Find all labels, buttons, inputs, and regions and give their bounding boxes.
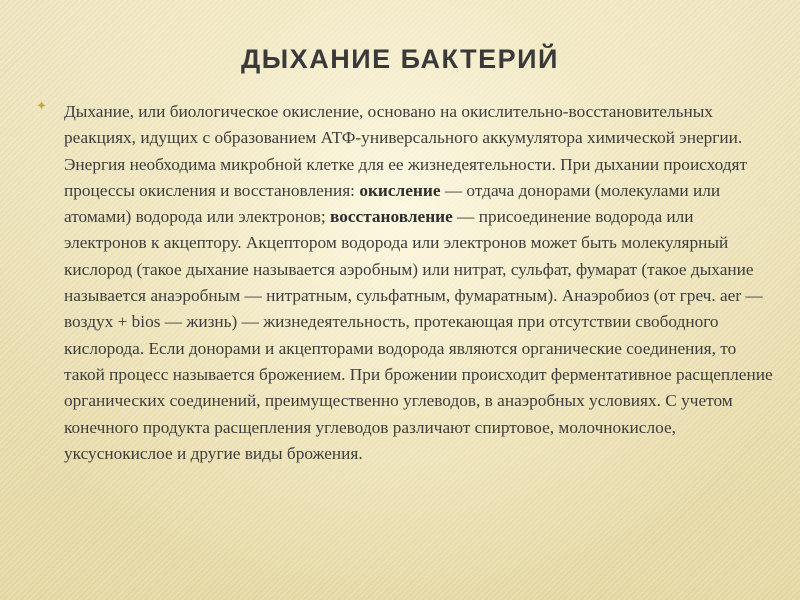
bullet-diamond-icon: ✦ bbox=[36, 99, 47, 114]
body-text bbox=[64, 99, 776, 467]
slide-title: ДЫХАНИЕ БАКТЕРИЙ bbox=[241, 44, 559, 74]
term-reduction: восстановление bbox=[330, 207, 453, 227]
paragraph-text-part2: — отдача донорами (молекулами или атомами) водорода или электронов; bbox=[64, 180, 721, 227]
paragraph-text-part1: Дыхание, или биологическое окисление, основано на окислительно-восстановительных реакциях, идущих с образованием АТФ-универсального аккумулятора химической энергии. Энергия необходима микробной клетке для ее жизнедеятельности. При дыхании происходят процессы окисления и восстановления: bbox=[64, 102, 748, 200]
paragraph-text-part3: — присоединение водорода или электронов к акцептору. Акцептором водорода или электронов может быть молекулярный кислород (такое дыхание называется аэробным) или нитрат, сульфат, фумарат (такое дыхание называется анаэробным — нитратным, сульфатным, фумаратным). Анаэробиоз (от греч. aer — воздух + bios — жизнь) — жизнедеятельность, протекающая при отсутствии свободного кислорода. Если донорами и акцепторами водорода являются органические соединения, то такой процесс называется брожением. При брожении происходит ферментативное расщепление органических соединений, преимущественно углеводов, в анаэробных условиях. С учетом конечного продукта расщепления углеводов различают спиртовое, молочнокислое, уксуснокислое и другие виды брожения. bbox=[64, 207, 773, 463]
term-oxidation: окисление bbox=[359, 180, 441, 200]
bullet-paragraph bbox=[36, 99, 776, 467]
